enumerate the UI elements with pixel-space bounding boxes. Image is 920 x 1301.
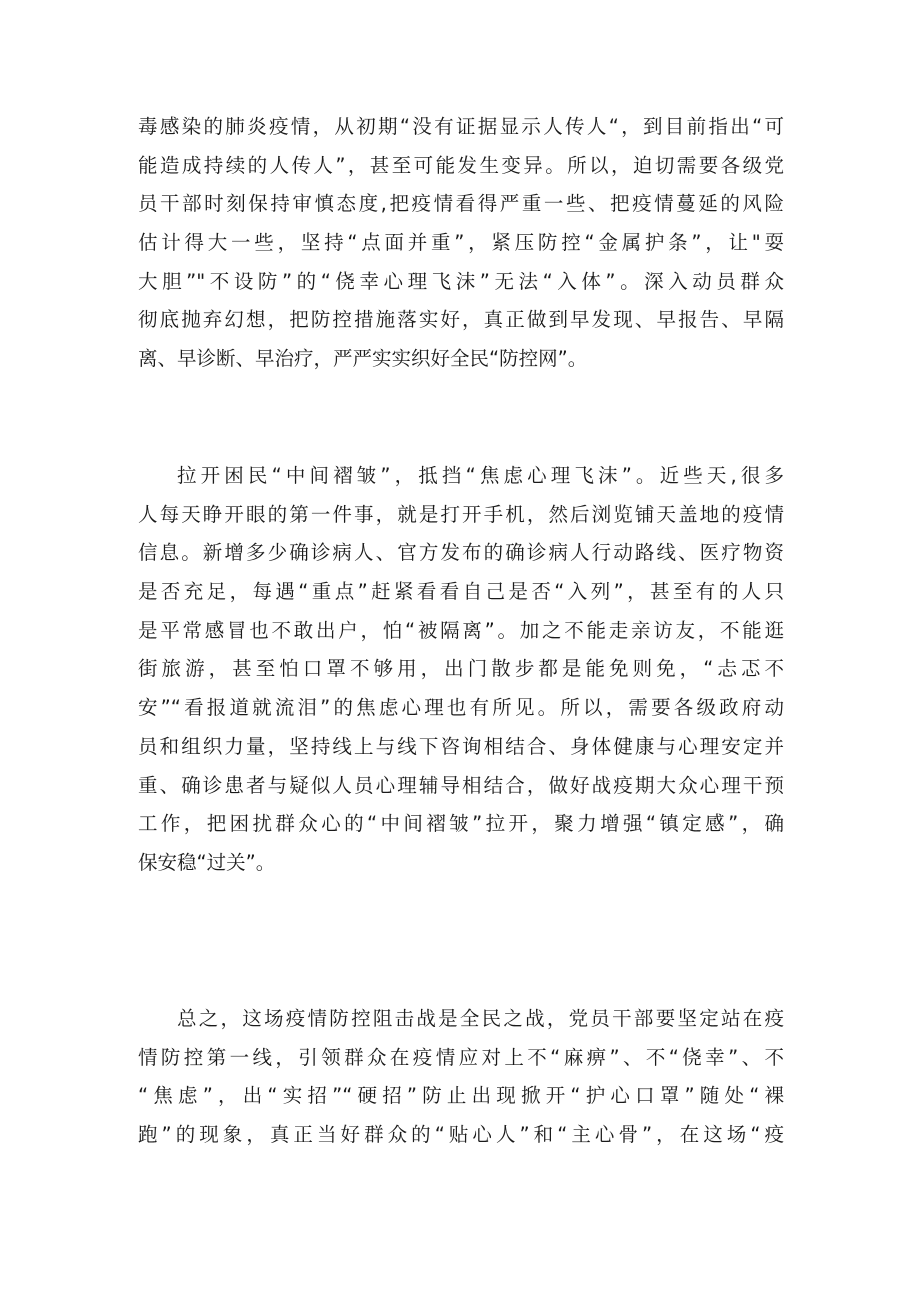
text-line: 离、早诊断、早治疗，严严实实织好全民“防控网”。	[138, 347, 588, 371]
text-line: 大胆”"不设防”的“侥幸心理飞沫”无法“入体”。深入动员群众	[138, 269, 784, 293]
text-line: 情防控第一线，引领群众在疫情应对上不“麻痹”、不“侥幸”、不	[138, 1045, 784, 1069]
text-line: 人每天睁开眼的第一件事，就是打开手机，然后浏览铺天盖地的疫情	[138, 502, 784, 526]
text-line: 总之，这场疫情防控阻击战是全民之战，党员干部要坚定站在疫	[177, 1007, 784, 1030]
text-line: 安”“看报道就流泪”的焦虑心理也有所见。所以，需要各级政府动	[138, 696, 784, 720]
text-line: 员干部时刻保持审慎态度,把疫情看得严重一些、把疫情蔓延的风险	[138, 192, 784, 216]
text-line: “焦虑”，出“实招”“硬招”防止出现掀开“护心口罩”随处“裸	[138, 1084, 784, 1108]
text-line: 员和组织力量，坚持线上与线下咨询相结合、身体健康与心理安定并	[138, 734, 784, 758]
text-line: 保安稳“过关”。	[138, 850, 276, 874]
text-line: 信息。新增多少确诊病人、官方发布的确诊病人行动路线、医疗物资	[138, 541, 784, 565]
text-line: 重、确诊患者与疑似人员心理辅导相结合，做好战疫期大众心理干预	[138, 773, 784, 797]
text-line: 工作，把困扰群众心的“中间褶皱”拉开，聚力增强“镇定感”，确	[138, 812, 784, 836]
paragraph-1	[138, 108, 784, 379]
text-line: 街旅游，甚至怕口罩不够用，出门散步都是能免则免，“忐忑不	[138, 657, 784, 681]
text-line: 估计得大一些，坚持“点面并重”，紧压防控“金属护条”，让"耍	[138, 231, 784, 255]
text-line: 是否充足，每遇“重点”赶紧看看自己是否“入列”，甚至有的人只	[138, 580, 784, 604]
paragraph-3	[138, 1000, 784, 1155]
text-line: 毒感染的肺炎疫情，从初期“没有证据显示人传人“，到目前指出“可	[138, 115, 784, 138]
text-line: 是平常感冒也不敢出户，怕“被隔离”。加之不能走亲访友，不能逛	[138, 618, 784, 642]
text-line: 跑”的现象，真正当好群众的“贴心人”和“主心骨”，在这场“疫	[138, 1123, 784, 1147]
text-line: 彻底抛弃幻想，把防控措施落实好，真正做到早发现、早报告、早隔	[138, 308, 784, 332]
paragraph-2	[138, 457, 784, 883]
text-line: 能造成持续的人传人”，甚至可能发生变异。所以，迫切需要各级党	[138, 153, 784, 177]
text-line: 拉开困民“中间褶皱”，抵挡“焦虑心理飞沫”。近些天,很多	[177, 464, 784, 487]
